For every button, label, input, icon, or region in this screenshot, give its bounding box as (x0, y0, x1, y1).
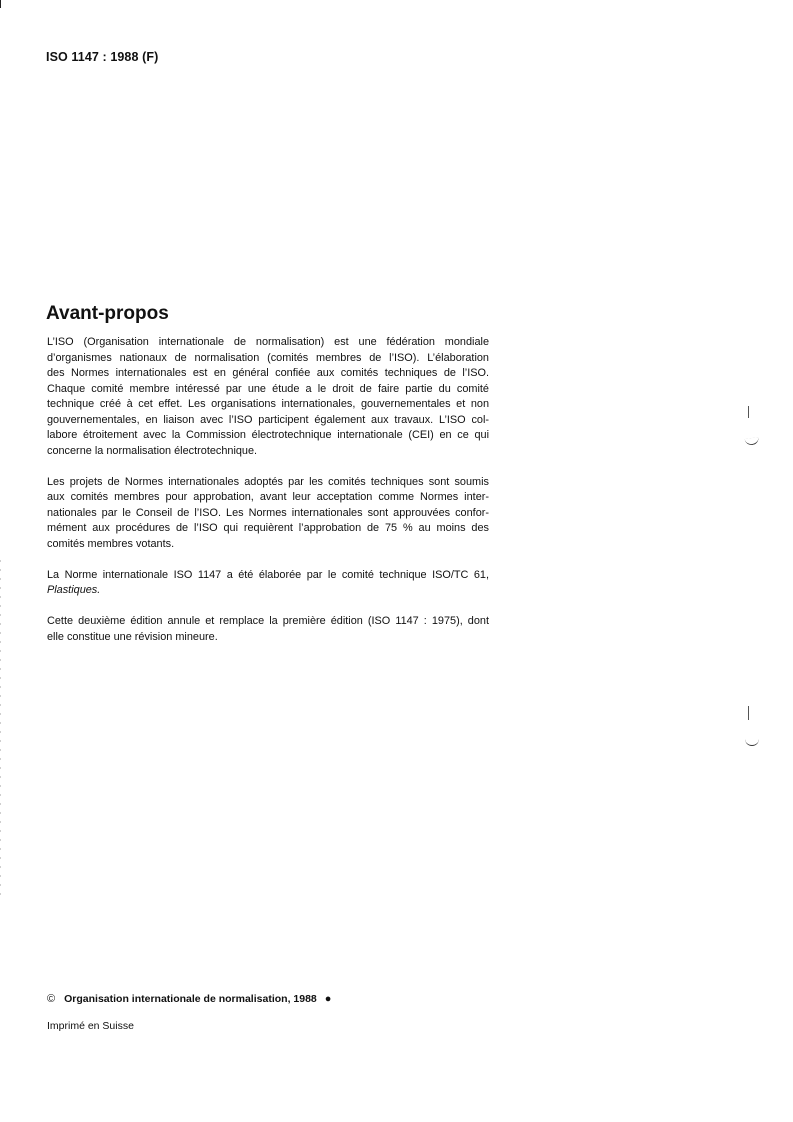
text-line: L’ISO (Organisation internationale de normalisation) est une fédération mondiale (47, 336, 489, 348)
text-line: concerne la normalisation électrotechnique. (47, 444, 258, 457)
paragraph-3 (47, 568, 489, 599)
document-reference: ISO 1147 : 1988 (F) (46, 50, 159, 64)
text-line: mément aux procédures de l’ISO qui requièrent l’approbation de 75 % au moins des (47, 522, 489, 534)
margin-mark (745, 739, 759, 746)
text-line: Chaque comité membre intéressé par une étude a le droit de faire partie du comité (47, 382, 489, 395)
text-line: d’organismes nationaux de normalisation (comités membres de l’ISO). L’élaboration (47, 351, 489, 364)
text-line: gouvernementales, en liaison avec l’ISO participent également aux travaux. L’ISO col- (47, 413, 489, 426)
text-line: technique créé à cet effet. Les organisations internationales, gouvernementales et non (47, 398, 489, 410)
margin-tick (748, 706, 749, 720)
copyright-icon: © (47, 993, 56, 1005)
text-line: La Norme internationale ISO 1147 a été élaborée par le comité technique ISO/TC 61, (47, 568, 489, 581)
section-title: Avant-propos (46, 303, 169, 324)
text-line: Les projets de Normes internationales adoptés par les comités techniques sont soumis (47, 475, 489, 488)
text-line: labore étroitement avec la Commission électrotechnique internationale (CEI) en ce qui (47, 429, 489, 441)
text-line: elle constitue une révision mineure. (47, 630, 218, 643)
text-line: nationales par le Conseil de l’ISO. Les Normes internationales sont approuvées confor- (47, 506, 489, 519)
paragraph-4 (47, 614, 489, 645)
printed-in: Imprimé en Suisse (47, 1020, 134, 1032)
bullet-icon: ● (324, 993, 332, 1005)
paragraph-1 (47, 335, 489, 459)
margin-mark (745, 437, 760, 446)
paragraph-2 (47, 475, 489, 553)
scan-edge-artifact (0, 560, 1, 900)
copyright-text: Organisation internationale de normalisation, 1988 (64, 993, 317, 1005)
committee-name: Plastiques. (47, 584, 101, 596)
text-line: aux comités membres pour approbation, avant leur acceptation comme Normes inter- (47, 491, 489, 503)
margin-tick (748, 406, 749, 418)
top-edge-mark (0, 0, 1, 8)
text-line: comités membres votants. (47, 537, 175, 550)
text-line: des Normes internationales est en général confiée aux comités techniques de l’ISO. (47, 367, 489, 379)
foreword-body (47, 335, 489, 661)
copyright-line (47, 993, 331, 1005)
text-line: Cette deuxième édition annule et remplace la première édition (ISO 1147 : 1975), dont (47, 615, 489, 627)
